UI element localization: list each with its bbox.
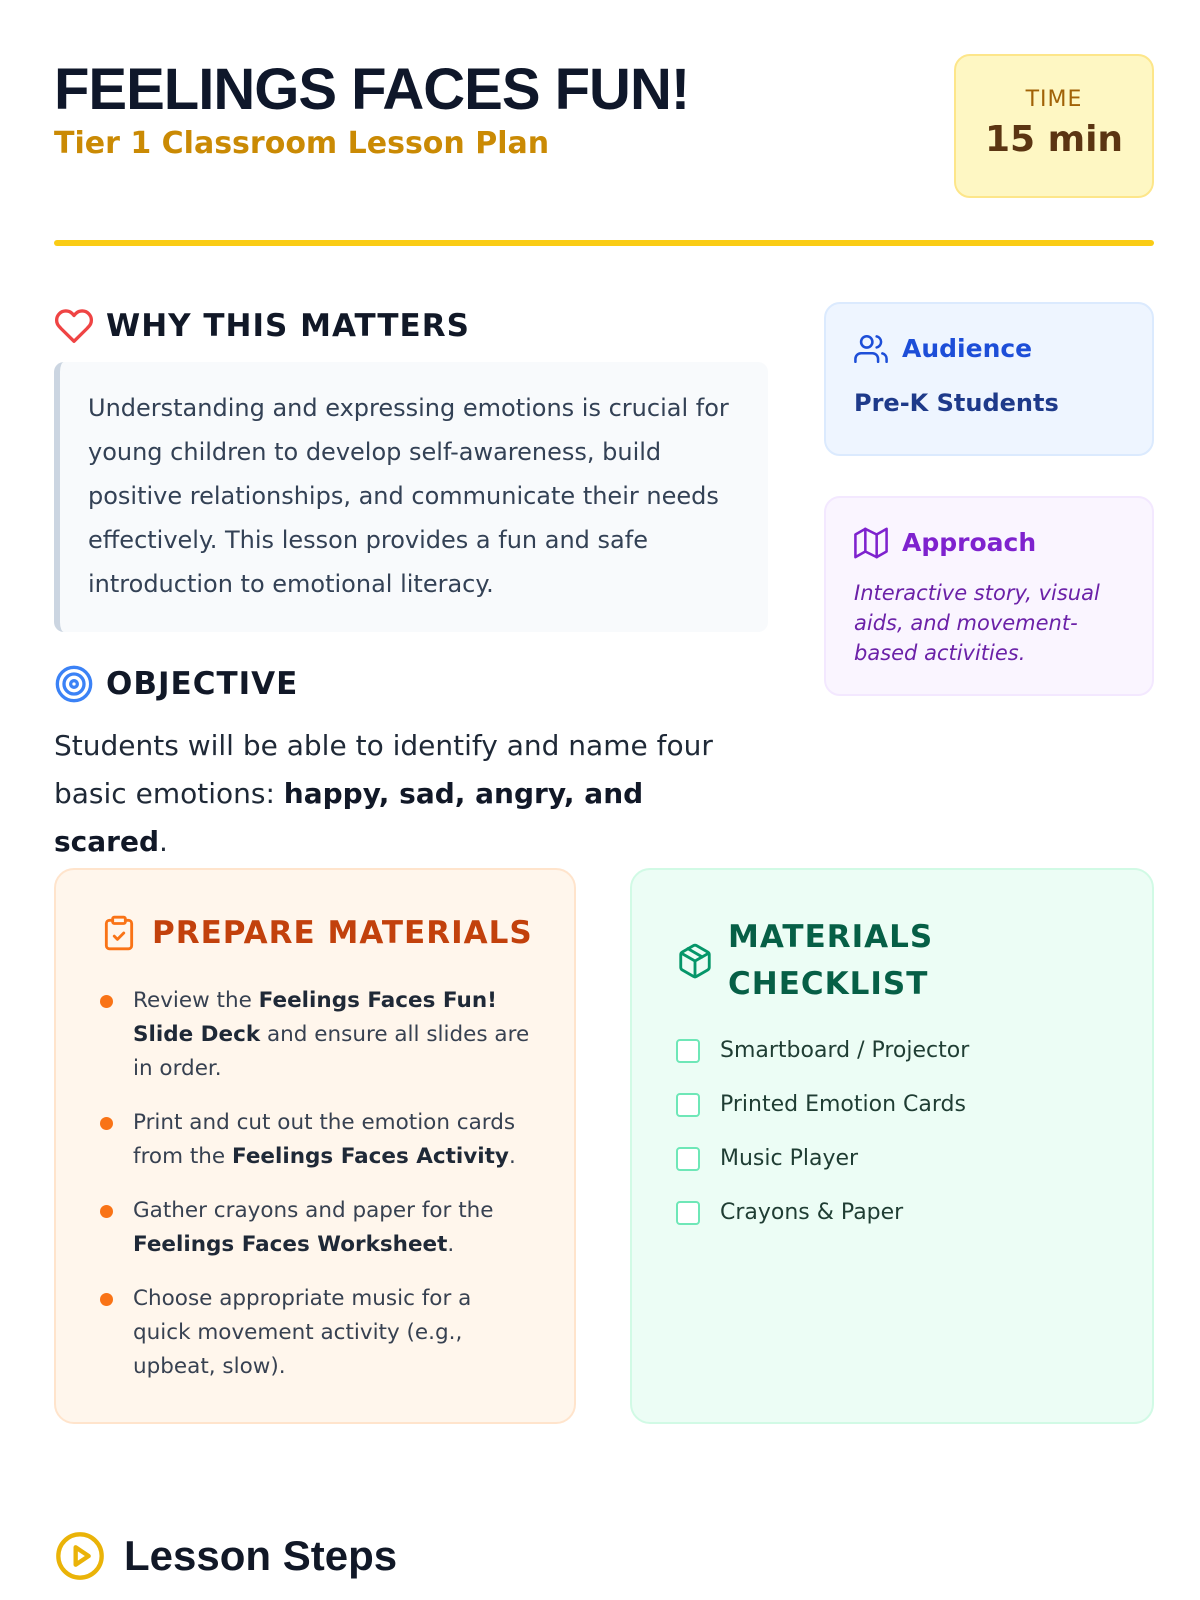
checklist-item-label: Smartboard / Projector [720,1038,970,1063]
bullet-dot [100,1293,113,1306]
why-heading [54,306,470,346]
checklist-item[interactable] [676,1090,1112,1120]
time-value: 15 min [984,119,1124,160]
why-text: Understanding and expressing emotions is crucial for young children to develop self-awareness, build positive relationships, and communicate their needs effectively. This lesson provides a fun and safe introduction to emotional literacy. [88,394,729,598]
audience-value: Pre-K Students [854,389,1059,417]
bullet-dot [100,1117,113,1130]
approach-card [824,496,1154,696]
objective-text-start: Students will be able to identify and name four basic emotions: [54,729,713,810]
approach-label: Approach [902,528,1037,557]
prepare-item [100,984,534,1086]
checkbox[interactable] [676,1201,700,1225]
target-icon [54,664,94,704]
page-subtitle: Tier 1 Classroom Lesson Plan [54,126,550,161]
play-circle-icon [54,1530,106,1582]
lesson-steps-label: Lesson Steps [124,1532,398,1579]
objective-text [54,722,754,866]
prepare-item-text: and ensure all slides are in order. [133,1022,530,1081]
prepare-item [100,1106,534,1174]
checklist-item[interactable] [676,1144,1112,1174]
prepare-item-text: Gather crayons and paper for the [133,1198,494,1223]
checklist-item-label: Music Player [720,1146,859,1171]
checklist-item-label: Crayons & Paper [720,1200,904,1225]
clipboard-check-icon [100,914,138,952]
checklist-item[interactable] [676,1036,1112,1066]
prepare-heading: PREPARE MATERIALS [152,915,533,951]
prepare-item-text: . [508,1144,516,1169]
bullet-dot [100,1205,113,1218]
prepare-materials-card [54,868,576,1424]
checkbox[interactable] [676,1039,700,1063]
users-icon [854,332,888,366]
audience-card [824,302,1154,456]
package-icon [676,942,714,980]
lesson-plan-page [54,0,1154,1600]
prepare-list [100,984,534,1384]
approach-value: Interactive story, visual aids, and movement-based activities. [854,581,1100,665]
why-callout [54,362,768,632]
page-title: FEELINGS FACES FUN! [54,57,690,122]
prepare-item-bold: Feelings Faces Fun! Slide Deck [133,988,497,1047]
objective-emotions: happy, sad, angry, and scared [54,777,644,858]
checklist-item-label: Printed Emotion Cards [720,1092,966,1117]
lesson-steps-heading [54,1530,397,1582]
checkbox[interactable] [676,1093,700,1117]
prepare-item-text: Print and cut out the emotion cards from the [133,1110,516,1169]
prepare-item-text: Choose appropriate music for a quick movement activity (e.g., upbeat, slow). [133,1286,472,1379]
bullet-dot [100,995,113,1008]
prepare-item-bold: Feelings Faces Activity [232,1144,509,1169]
materials-checklist-card [630,868,1154,1424]
objective-heading-label: OBJECTIVE [106,666,299,702]
checklist-heading: MATERIALS CHECKLIST [728,919,934,1002]
prepare-item-bold: Feelings Faces Worksheet [133,1232,448,1257]
prepare-item [100,1282,534,1384]
checklist-list [676,1036,1112,1228]
heart-icon [54,306,94,346]
prepare-item-text: Review the [133,988,259,1013]
checklist-item[interactable] [676,1198,1112,1228]
time-label: TIME [1025,87,1083,112]
header-divider [54,240,1154,246]
prepare-item [100,1194,534,1262]
objective-text-end: . [159,825,168,858]
why-heading-label: WHY THIS MATTERS [106,308,470,344]
map-icon [854,526,888,560]
header [54,52,1154,202]
prepare-item-text: . [447,1232,455,1257]
audience-label: Audience [902,334,1033,363]
time-badge [954,54,1154,198]
objective-heading [54,664,298,704]
checkbox[interactable] [676,1147,700,1171]
